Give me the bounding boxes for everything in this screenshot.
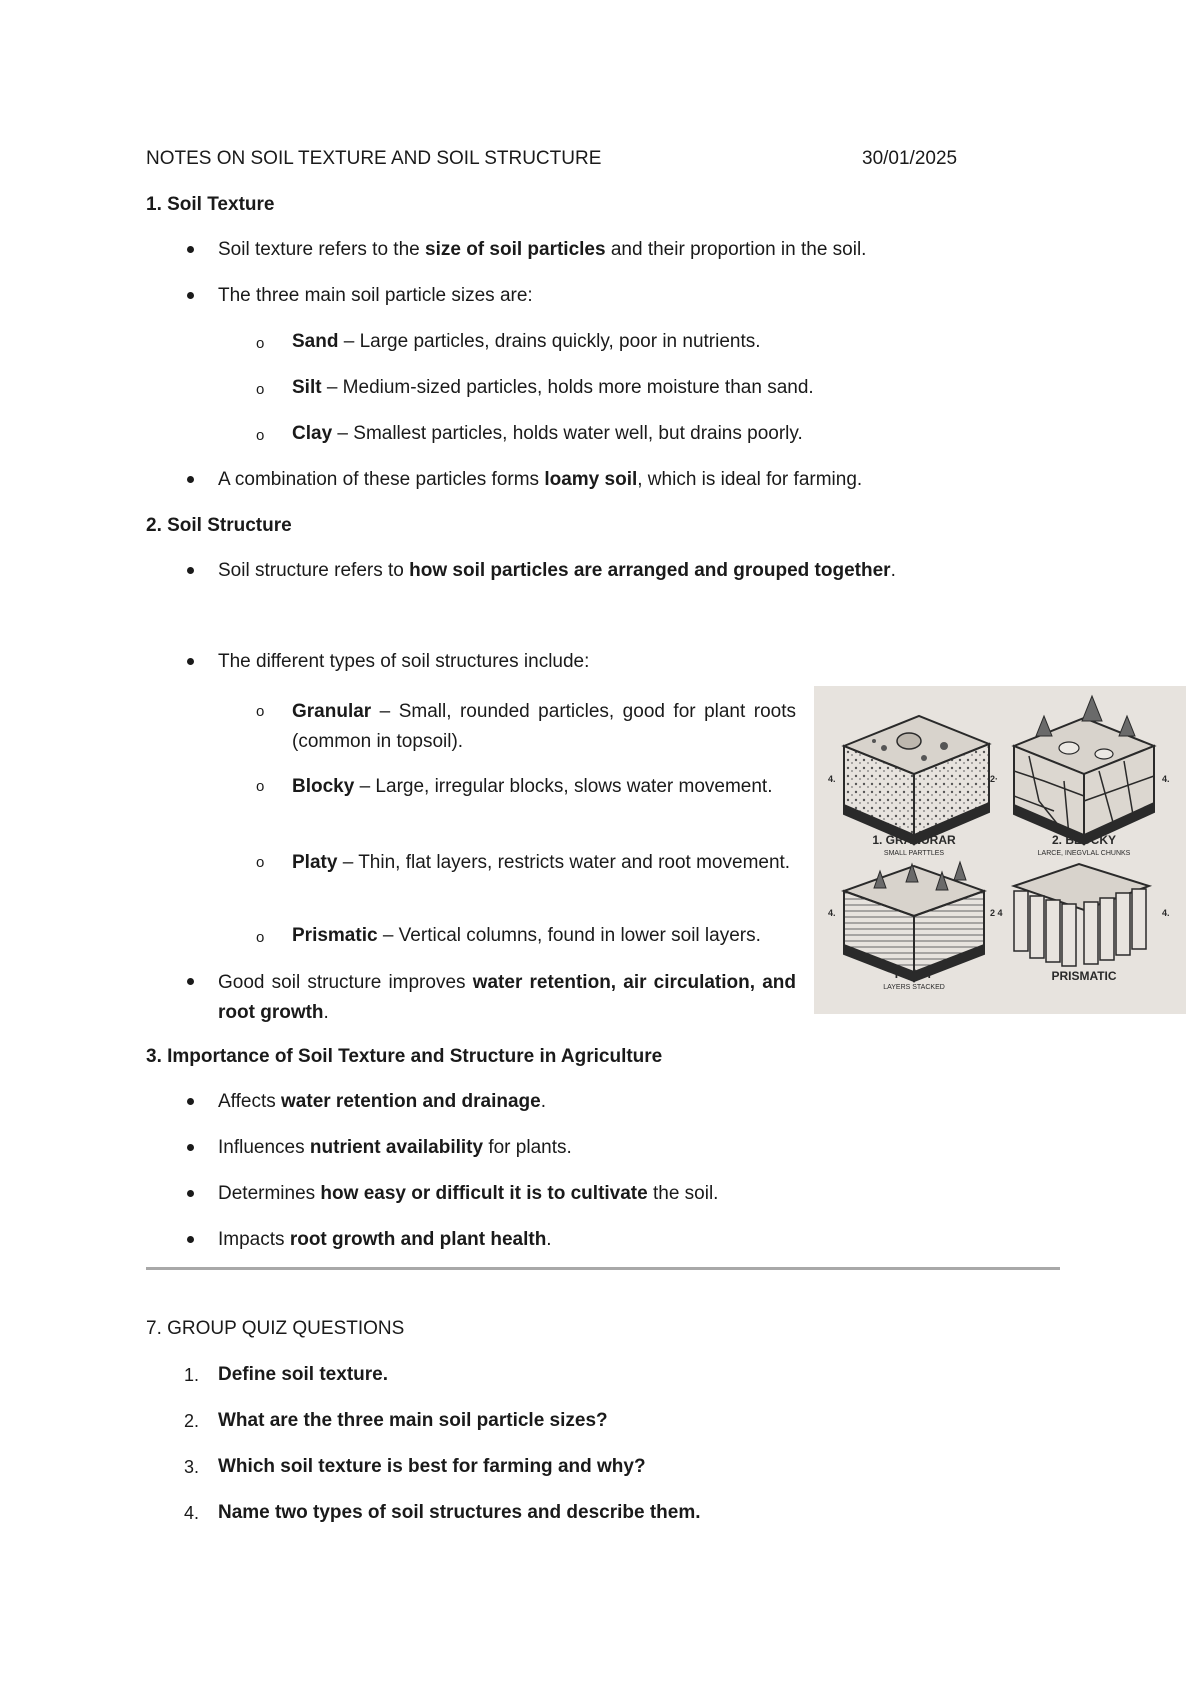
text: , which is ideal for farming. xyxy=(637,469,863,490)
desc: – Smallest particles, holds water well, but drains poorly. xyxy=(332,423,803,444)
quiz-heading: 7. GROUP QUIZ QUESTIONS xyxy=(146,1318,405,1339)
section2-bullet-1 xyxy=(218,558,896,584)
term: Sand xyxy=(292,331,339,352)
bullet xyxy=(187,246,194,253)
quiz-question-4: Name two types of soil structures and describe them. xyxy=(218,1502,701,1523)
text: . xyxy=(540,1091,547,1112)
importance-item-1 xyxy=(218,1089,546,1115)
texture-silt xyxy=(292,375,814,401)
soil-structure-illustration xyxy=(814,686,1186,1014)
texture-sand xyxy=(292,329,761,355)
section1-bullet-3 xyxy=(218,467,862,493)
sub-bullet: o xyxy=(256,854,265,871)
bold-text: nutrient availability xyxy=(309,1137,484,1158)
sub-bullet: o xyxy=(256,335,265,352)
term: Silt xyxy=(292,377,322,398)
section1-bullet-2: The three main soil particle sizes are: xyxy=(218,285,533,306)
bullet xyxy=(187,476,194,483)
question-number: 4. xyxy=(183,1503,199,1523)
text: . xyxy=(546,1229,552,1250)
bullet xyxy=(187,1190,194,1197)
section2-bullet-2: The different types of soil structures include: xyxy=(218,651,590,672)
text: Determines xyxy=(218,1183,321,1204)
text: Good soil structure improves xyxy=(218,972,473,993)
term: Blocky xyxy=(292,776,355,797)
question-number: 3. xyxy=(183,1457,199,1477)
bullet xyxy=(187,1144,194,1151)
quiz-question-2: What are the three main soil particle sizes? xyxy=(218,1410,608,1431)
bold-text: size of soil particles xyxy=(425,239,606,260)
sub-bullet: o xyxy=(256,778,265,795)
text: . xyxy=(323,1002,329,1023)
sub-bullet: o xyxy=(256,427,265,444)
section2-heading: 2. Soil Structure xyxy=(146,515,292,536)
section1-bullet-1 xyxy=(218,237,866,263)
sub-bullet: o xyxy=(256,381,265,398)
term: Platy xyxy=(292,852,338,873)
label-number: 4. xyxy=(1162,774,1170,784)
document-title: NOTES ON SOIL TEXTURE AND SOIL STRUCTURE xyxy=(146,148,602,169)
term: Prismatic xyxy=(292,925,378,946)
quiz-question-3: Which soil texture is best for farming and why? xyxy=(218,1456,646,1477)
texture-clay xyxy=(292,421,803,447)
label-number: 4. xyxy=(828,908,836,918)
desc: – Large, irregular blocks, slows water movement. xyxy=(354,776,773,797)
bullet xyxy=(187,978,194,985)
label-prismatic: PRISMATIC xyxy=(1051,969,1117,983)
bold-text: root growth and plant health xyxy=(289,1229,547,1250)
text: Soil texture refers to the xyxy=(218,239,425,260)
desc: – Large particles, drains quickly, poor in nutrients. xyxy=(338,331,761,352)
label-number: 2· xyxy=(990,774,999,784)
bold-text: water retention, air circulation, and root growth xyxy=(218,972,796,1023)
section3-heading: 3. Importance of Soil Texture and Structure in Agriculture xyxy=(146,1046,663,1067)
importance-item-2 xyxy=(218,1135,572,1161)
text: the soil. xyxy=(647,1183,719,1204)
prismatic-block-drawing xyxy=(1014,864,1149,966)
term: Clay xyxy=(292,423,333,444)
label-granular-sub: SMALL PARTTLES xyxy=(883,850,945,857)
structure-prismatic xyxy=(292,923,761,949)
sub-bullet: o xyxy=(256,929,265,946)
label-blocky-sub: LARCE, INEGVLAL CHUNKS xyxy=(1037,850,1131,857)
desc: – Medium-sized particles, holds more moisture than sand. xyxy=(321,377,814,398)
text: Soil structure refers to xyxy=(218,560,410,581)
bold-text: water retention and drainage xyxy=(281,1091,541,1112)
label-granular: 1. GRANURAR xyxy=(872,833,956,847)
label-platy: PLATY xyxy=(894,967,934,981)
structure-blocky xyxy=(292,772,796,802)
structure-platy xyxy=(292,848,796,878)
blocky-block-drawing xyxy=(1014,696,1154,844)
bullet xyxy=(187,1098,194,1105)
structure-granular xyxy=(292,697,796,757)
bold-text: how easy or difficult it is to cultivate xyxy=(320,1183,648,1204)
horizontal-divider xyxy=(146,1267,1060,1270)
bold-text: loamy soil xyxy=(544,469,638,490)
bullet xyxy=(187,292,194,299)
text: . xyxy=(890,560,896,581)
label-number: 4. xyxy=(1162,908,1170,918)
bold-text: how soil particles are arranged and grouped together xyxy=(409,560,891,581)
question-number: 1. xyxy=(183,1365,199,1385)
term: Granular xyxy=(292,701,372,722)
sub-bullet: o xyxy=(256,703,265,720)
quiz-question-1: Define soil texture. xyxy=(218,1364,388,1385)
label-number: 2 4 xyxy=(990,908,1003,918)
label-platy-sub: LAYERS STACKED xyxy=(883,984,945,991)
desc: – Vertical columns, found in lower soil layers. xyxy=(377,925,761,946)
text: Affects xyxy=(218,1091,282,1112)
desc: – Thin, flat layers, restricts water and root movement. xyxy=(337,852,791,873)
text: for plants. xyxy=(483,1137,572,1158)
label-number: 4. xyxy=(828,774,836,784)
bullet xyxy=(187,567,194,574)
desc: – Small, rounded particles, good for plant roots (common in topsoil). xyxy=(292,701,796,752)
section1-heading: 1. Soil Texture xyxy=(146,194,275,215)
section2-bullet-3 xyxy=(218,968,796,1028)
bullet xyxy=(187,658,194,665)
importance-item-3 xyxy=(218,1181,718,1207)
question-number: 2. xyxy=(183,1411,199,1431)
soil-structure-figure xyxy=(814,686,1186,1014)
importance-item-4 xyxy=(218,1227,552,1253)
document-date: 30/01/2025 xyxy=(862,148,958,169)
text: Impacts xyxy=(218,1229,290,1250)
text: and their proportion in the soil. xyxy=(605,239,867,260)
bullet xyxy=(187,1236,194,1243)
platy-block-drawing xyxy=(844,862,984,981)
granular-block-drawing xyxy=(844,716,989,844)
text: Influences xyxy=(218,1137,310,1158)
text: A combination of these particles forms xyxy=(218,469,545,490)
label-blocky: 2. BLOCKY xyxy=(1051,833,1117,847)
